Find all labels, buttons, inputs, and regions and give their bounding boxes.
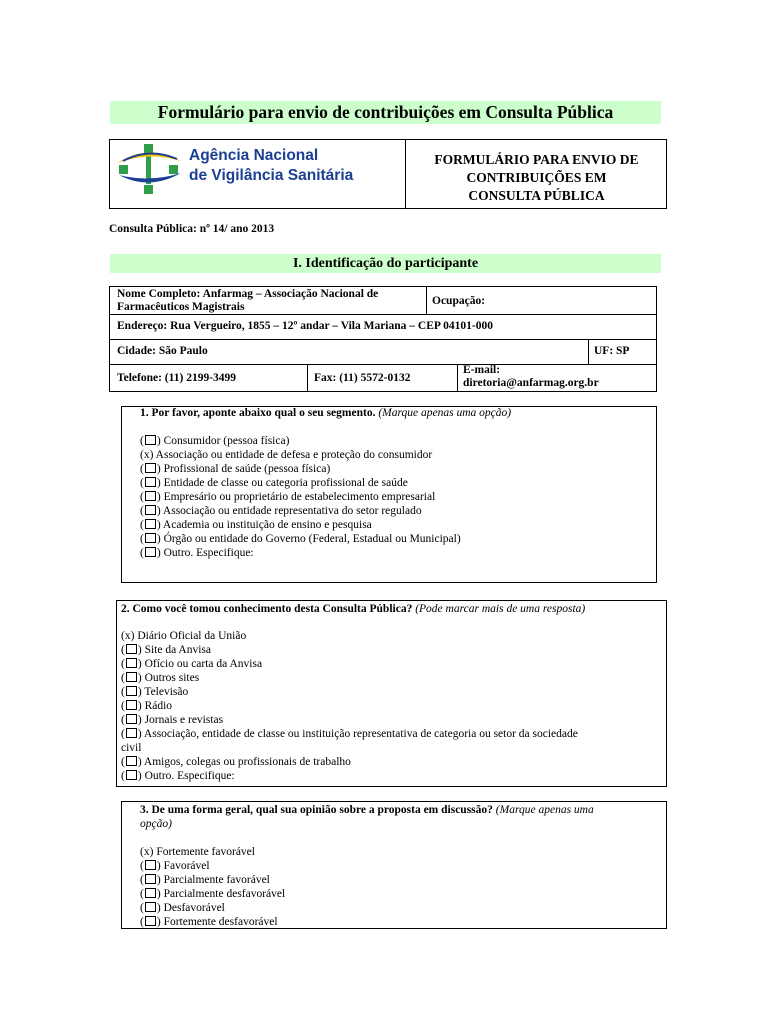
q3-option: ( ) Fortemente desfavorável — [140, 916, 278, 928]
checkbox[interactable] — [145, 888, 156, 898]
header-form-title-line3: CONSULTA PÚBLICA — [468, 188, 605, 203]
q3-option: (x) Fortemente favorável — [140, 846, 255, 858]
q1-option: ( ) Academia ou instituição de ensino e pesquisa — [140, 519, 372, 531]
q1-option: ( ) Associação ou entidade representativa do setor regulado — [140, 505, 422, 517]
checkbox[interactable] — [145, 519, 156, 529]
option-label: Associação, entidade de classe ou instituição representativa de categoria ou setor da sociedade — [143, 728, 578, 740]
question2-title — [121, 602, 585, 616]
q2-option: ( ) Jornais e revistas — [121, 714, 224, 726]
q1-option: ( ) Consumidor (pessoa física) — [140, 435, 290, 447]
checkbox[interactable] — [145, 860, 156, 870]
option-label-continued: civil — [121, 742, 142, 754]
option-label: Entidade de classe ou categoria profissional de saúde — [163, 477, 408, 489]
option-label: Jornais e revistas — [144, 714, 224, 726]
nome-line1: Nome Completo: Anfarmag – Associação Nacional de — [117, 288, 379, 300]
checkbox[interactable] — [145, 505, 156, 515]
q1-option: ( ) Entidade de classe ou categoria profissional de saúde — [140, 477, 408, 489]
checkbox[interactable] — [145, 916, 156, 926]
q1-option: ( ) Órgão ou entidade do Governo (Federal, Estadual ou Municipal) — [140, 533, 461, 545]
checkbox[interactable] — [145, 463, 156, 473]
option-label: Associação ou entidade representativa do setor regulado — [162, 505, 422, 517]
q2-option: ( ) Televisão — [121, 686, 189, 698]
checkbox[interactable] — [126, 714, 137, 724]
option-label: Associação ou entidade de defesa e proteção do consumidor — [155, 449, 433, 461]
checkbox[interactable] — [145, 874, 156, 884]
q2-option: ( ) Site da Anvisa — [121, 644, 212, 656]
q2-option: ( ) Amigos, colegas ou profissionais de trabalho — [121, 756, 351, 768]
question2-hint: (Pode marcar mais de uma resposta) — [415, 603, 586, 615]
option-label: Parcialmente desfavorável — [163, 888, 286, 900]
option-label: Academia ou instituição de ensino e pesquisa — [162, 519, 372, 531]
logo-line1: Agência Nacional — [189, 147, 319, 164]
checkbox[interactable] — [126, 728, 137, 738]
q2-option: (x) Diário Oficial da União — [121, 630, 247, 642]
participant-table — [109, 286, 657, 392]
option-label: Fortemente favorável — [156, 846, 255, 858]
checkbox[interactable] — [126, 644, 137, 654]
option-label: Outro. Especifique: — [163, 547, 254, 559]
checkbox[interactable] — [145, 477, 156, 487]
q3-option: ( ) Desfavorável — [140, 902, 225, 914]
option-label: Outro. Especifique: — [144, 770, 235, 782]
question1-title — [140, 406, 511, 420]
nome-field — [117, 288, 378, 314]
option-label: Empresário ou proprietário de estabelecimento empresarial — [163, 491, 436, 503]
option-label: Órgão ou entidade do Governo (Federal, Estadual ou Municipal) — [163, 533, 461, 545]
anvisa-logo — [115, 141, 400, 197]
checkbox[interactable] — [126, 672, 137, 682]
nome-line2: Farmacêuticos Magistrais — [117, 301, 245, 313]
ocupacao-field: Ocupação: — [432, 295, 486, 307]
question3-hint2: opção) — [140, 818, 172, 830]
checkbox[interactable] — [126, 658, 137, 668]
checkbox[interactable] — [126, 700, 137, 710]
checkbox[interactable] — [126, 686, 137, 696]
telefone-field: Telefone: (11) 2199-3499 — [117, 372, 237, 384]
option-label: Site da Anvisa — [144, 644, 212, 656]
option-label: Televisão — [144, 686, 189, 698]
anvisa-emblem-icon — [115, 141, 185, 197]
form-title: Formulário para envio de contribuições em Consulta Pública — [110, 101, 661, 124]
header-form-title — [406, 151, 667, 205]
option-label: Parcialmente favorável — [163, 874, 270, 886]
q2-option: ( ) Outro. Especifique: — [121, 770, 235, 782]
q3-option: ( ) Parcialmente favorável — [140, 874, 270, 886]
checkbox[interactable] — [145, 435, 156, 445]
option-mark: x — [124, 630, 131, 642]
email-value: diretoria@anfarmag.org.br — [463, 377, 599, 389]
q2-option: ( ) Associação, entidade de classe ou instituição representativa de categoria ou setor da sociedade — [121, 728, 578, 740]
checkbox[interactable] — [145, 533, 156, 543]
option-mark: x — [143, 449, 150, 461]
q2-option: ( ) Ofício ou carta da Anvisa — [121, 658, 263, 670]
question3-hint1: (Marque apenas uma — [495, 804, 594, 816]
option-label: Fortemente desfavorável — [163, 916, 278, 928]
checkbox[interactable] — [126, 756, 137, 766]
option-label: Amigos, colegas ou profissionais de trabalho — [143, 756, 351, 768]
question2-text: 2. Como você tomou conhecimento desta Consulta Pública? — [121, 603, 413, 615]
checkbox[interactable] — [126, 770, 137, 780]
q2-option: ( ) Outros sites — [121, 672, 200, 684]
question1-text: 1. Por favor, aponte abaixo qual o seu segmento. — [140, 407, 376, 419]
option-label: Outros sites — [144, 672, 200, 684]
question3-text: 3. De uma forma geral, qual sua opinião sobre a proposta em discussão? — [140, 804, 493, 816]
email-field — [463, 364, 599, 390]
cidade-field: Cidade: São Paulo — [117, 345, 208, 357]
q3-option: ( ) Favorável — [140, 860, 210, 872]
option-label: Favorável — [163, 860, 210, 872]
q3-option: ( ) Parcialmente desfavorável — [140, 888, 286, 900]
option-label: Consumidor (pessoa física) — [163, 435, 290, 447]
uf-field: UF: SP — [594, 345, 630, 357]
checkbox[interactable] — [145, 547, 156, 557]
question1-hint: (Marque apenas uma opção) — [378, 407, 512, 419]
fax-field: Fax: (11) 5572-0132 — [314, 372, 411, 384]
logo-line2: de Vigilância Sanitária — [189, 167, 354, 184]
header-form-title-line2: CONTRIBUIÇÕES EM — [466, 170, 607, 185]
consulta-number: Consulta Pública: nº 14/ ano 2013 — [109, 223, 275, 235]
header-form-title-line1: FORMULÁRIO PARA ENVIO DE — [434, 152, 639, 167]
q1-option: ( ) Outro. Especifique: — [140, 547, 254, 559]
option-label: Desfavorável — [163, 902, 225, 914]
checkbox[interactable] — [145, 902, 156, 912]
checkbox[interactable] — [145, 491, 156, 501]
option-label: Profissional de saúde (pessoa física) — [163, 463, 331, 475]
option-label: Ofício ou carta da Anvisa — [144, 658, 263, 670]
q1-option: (x) Associação ou entidade de defesa e proteção do consumidor — [140, 449, 433, 461]
q1-option: ( ) Profissional de saúde (pessoa física) — [140, 463, 331, 475]
q2-option: ( ) Rádio — [121, 700, 173, 712]
section-title: I. Identificação do participante — [110, 254, 661, 273]
email-label: E-mail: — [463, 364, 501, 376]
q1-option: ( ) Empresário ou proprietário de estabelecimento empresarial — [140, 491, 436, 503]
endereco-field: Endereço: Rua Vergueiro, 1855 – 12º andar – Vila Mariana – CEP 04101-000 — [117, 320, 493, 332]
option-label: Diário Oficial da União — [137, 630, 247, 642]
question3-title — [140, 803, 594, 831]
option-mark: x — [143, 846, 150, 858]
option-label: Rádio — [144, 700, 173, 712]
